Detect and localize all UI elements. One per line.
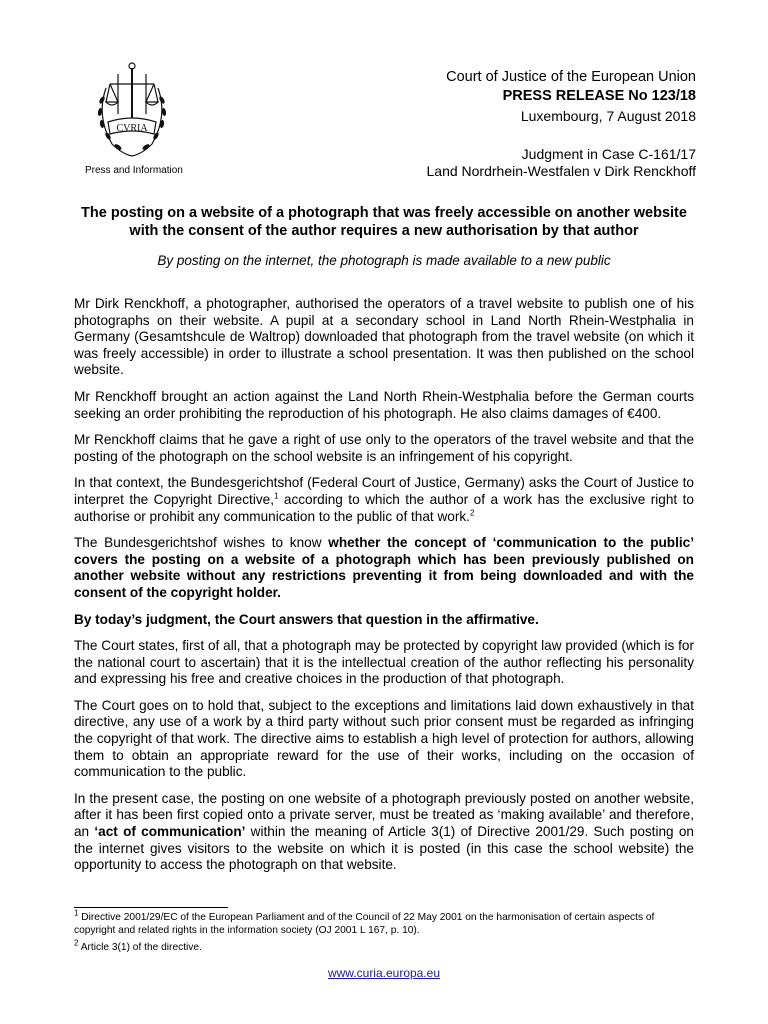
paragraph-9: In the present case, the posting on one website of a photograph previously posted on another website, after it has been first copied onto a private server, must be treated as ‘making available’ and therefore, an ‘act of communication’ within the meaning of Article 3(1) of Directive 2001/29. Such posting on the internet gives visitors to the website on which it is posted (in this case the school website) the opportunity to access the photograph on that website. bbox=[74, 790, 694, 873]
paragraph-2: Mr Renckhoff brought an action against the Land North Rhein-Westphalia before the German courts seeking an order prohibiting the reproduction of his photograph. He also claims damages of €400. bbox=[74, 388, 694, 421]
paragraph-6: By today’s judgment, the Court answers that question in the affirmative. bbox=[74, 611, 539, 627]
footnote-1: $^1$ Directive 2001/29/EC of the European Parliament and of the Council of 22 May 2001 on the harmonisation of certain aspects of copyright and related rights in the information society (OJ 2001 L 167, p. 10). bbox=[74, 908, 655, 936]
footnote-ref-2[interactable]: 2 bbox=[469, 508, 475, 517]
paragraph-7: The Court states, first of all, that a photograph may be protected by copyright law provided (which is for the national court to ascertain) that it is the intellectual creation of the author reflecting his personality and expressing his free and creative choices in the production of that photograph. bbox=[74, 638, 694, 687]
press-and-information-label: Press and Information bbox=[85, 165, 183, 176]
press-release-body bbox=[74, 296, 694, 884]
judgment-case: Judgment in Case C-161/17 bbox=[521, 146, 696, 162]
paragraph-5: The Bundesgerichtshof wishes to know whether the concept of ‘communication to the public’ covers the posting on a website of a photograph which has been previously published on another website without any restrictions preventing it from being downloaded and with the consent of the copyright holder. bbox=[74, 535, 694, 600]
paragraph-4: In that context, the Bundesgerichtshof (Federal Court of Justice, Germany) asks the Court of Justice to interpret the Copyright Directive,$^1$ according to which the author of a work has the exclusive right to authorise or prohibit any communication to the public of that work.$^2$ bbox=[74, 475, 694, 524]
curia-website-link[interactable]: www.curia.europa.eu bbox=[327, 966, 441, 980]
page-title: The posting on a website of a photograph that was freely accessible on another website with the consent of the author requires a new authorisation by that author bbox=[81, 205, 687, 239]
case-parties: Land Nordrhein-Westfalen v Dirk Renckhoff bbox=[426, 163, 696, 179]
page-subtitle: By posting on the internet, the photograph is made available to a new public bbox=[157, 253, 611, 268]
footnote-divider bbox=[74, 907, 228, 908]
paragraph-8: The Court goes on to hold that, subject to the exceptions and limitations laid down exhaustively in that directive, any use of a work by a third party without such prior consent must be regarded as infringing the copyright of that work. The directive aims to establish a high level of protection for authors, allowing them to obtain an appropriate reward for the use of their works, including on the occasion of communication to the public. bbox=[74, 697, 694, 780]
svg-text:CVRIA: CVRIA bbox=[116, 123, 148, 134]
release-date: Luxembourg, 7 August 2018 bbox=[520, 108, 696, 124]
curia-emblem-icon bbox=[92, 58, 172, 162]
footnote-ref-1[interactable]: 1 bbox=[273, 491, 279, 501]
paragraph-3: Mr Renckhoff claims that he gave a right of use only to the operators of the travel website and that the posting of the photograph on the school website is an infringement of his copyright. bbox=[74, 432, 694, 464]
footer bbox=[0, 966, 768, 980]
press-release-number: PRESS RELEASE No 123/18 bbox=[502, 88, 696, 104]
court-name: Court of Justice of the European Union bbox=[446, 69, 696, 85]
footnote-2: $^2$ Article 3(1) of the directive. bbox=[74, 938, 202, 953]
paragraph-1: Mr Dirk Renckhoff, a photographer, authorised the operators of a travel website to publish one of his photographs on their website. A pupil at a secondary school in Land North Rhein-Westphalia in Germany (Gesamtshcule de Waltrop) downloaded that photograph from the travel website (on which it was freely accessible) in order to illustrate a school presentation. It was then published on the school website. bbox=[74, 296, 694, 378]
